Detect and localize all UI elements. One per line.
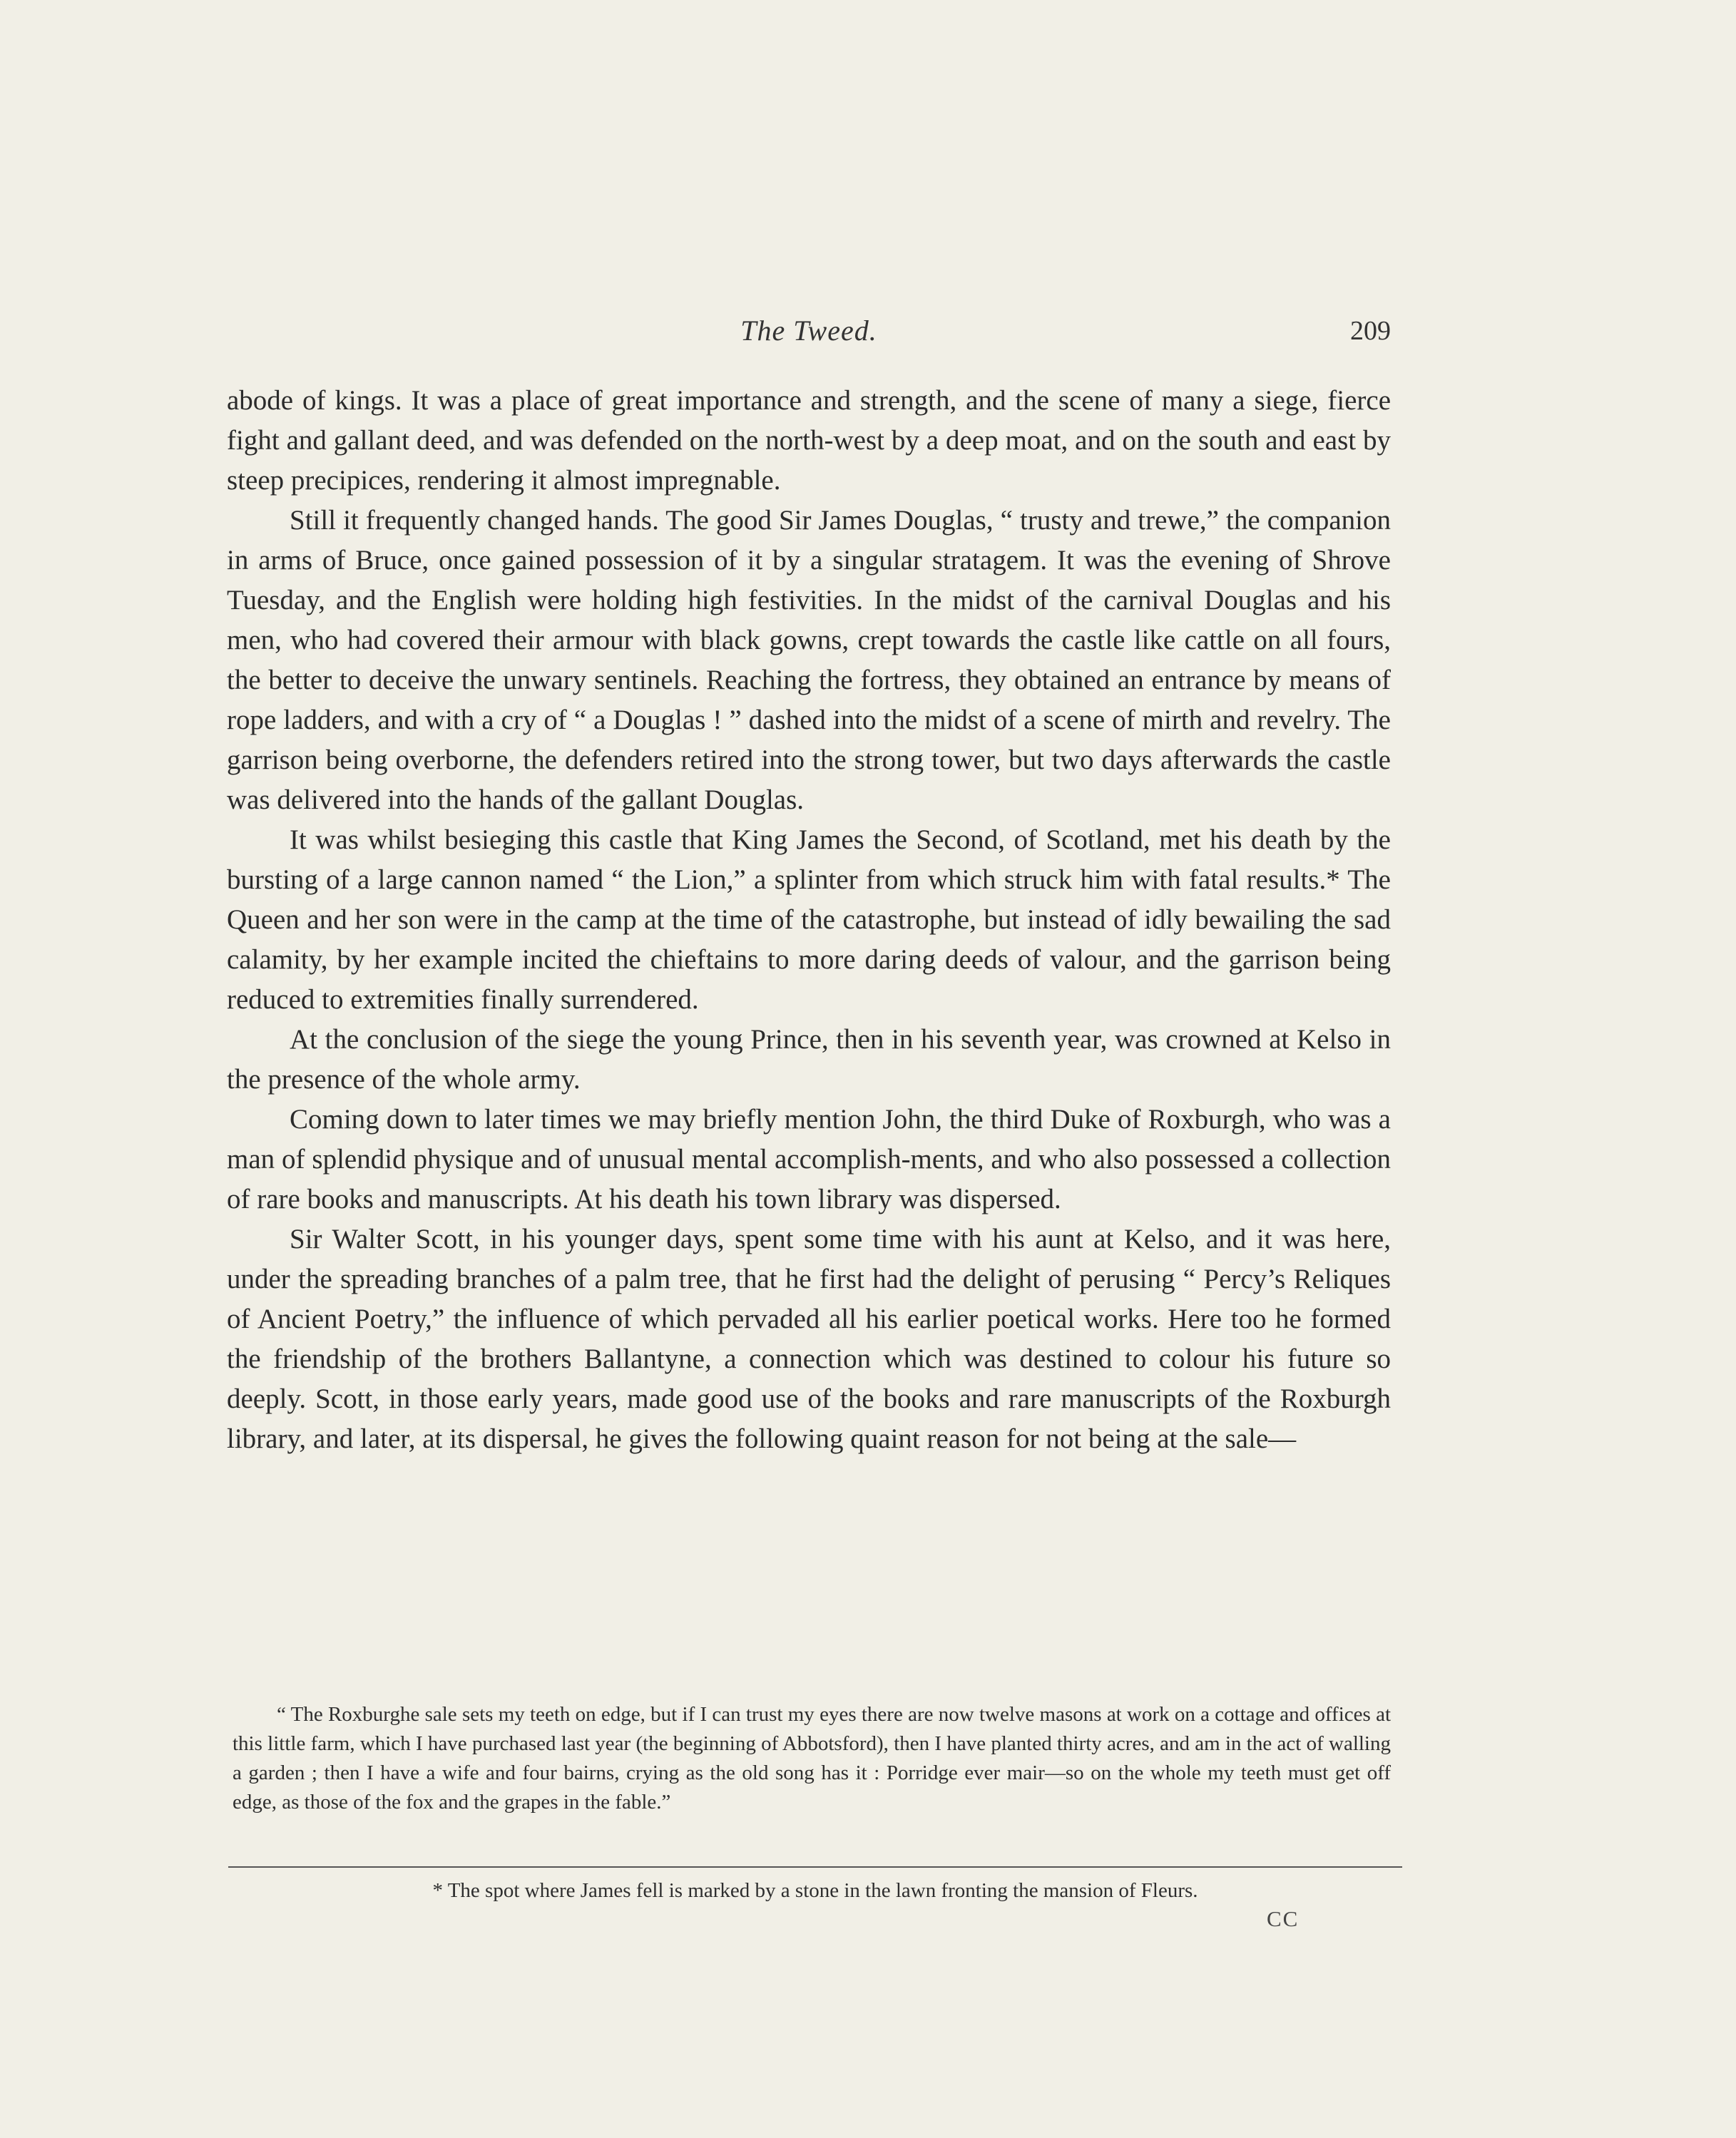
footnote: * The spot where James fell is marked by a stone in the lawn fronting the mansion of Fleurs. [432, 1879, 1198, 1902]
body-text [227, 381, 1391, 1459]
block-quote [233, 1700, 1391, 1817]
paragraph-continued: abode of kings. It was a place of great importance and strength, and the scene of many a siege, fierce fight and gallant deed, and was defended on the north-west by a deep moat, and on the south and east by steep precipices, rendering it almost impregnable. [227, 385, 1391, 496]
quote-text: “ The Roxburghe sale sets my teeth on edge, but if I can trust my eyes there are now twelve masons at work on a cottage and offices at this little farm, which I have purchased last year (the beginning of Abbotsford), then I have planted thirty acres, and am in the act of walling a garden ; then I have a wife and four bairns, crying as the old song has it : Porridge ever mair—so on the whole my teeth must get off edge, as those of the fox and the grapes in the fable.” [233, 1703, 1391, 1814]
footnote-rule [228, 1866, 1402, 1868]
paragraph-douglas-stratagem: Still it frequently changed hands. The good Sir James Douglas, “ trusty and trewe,” the companion in arms of Bruce, once gained possession of it by a singular stratagem. It was the evening of Shrove Tuesday, and the English were holding high festivities. In the midst of the carnival Douglas and his men, who had covered their armour with black gowns, crept towards the castle like cattle on all fours, the better to deceive the unwary sentinels. Reaching the fortress, they obtained an entrance by means of rope ladders, and with a cry of “ a Douglas ! ” dashed into the midst of a scene of mirth and revelry. The garrison being overborne, the defenders retired into the strong tower, but two days afterwards the castle was delivered into the hands of the gallant Douglas. [227, 505, 1391, 815]
paragraph-coronation: At the conclusion of the siege the young Prince, then in his seventh year, was crowned at Kelso in the presence of the whole army. [227, 1024, 1391, 1095]
paragraph-james-second: It was whilst besieging this castle that King James the Second, of Scotland, met his death by the bursting of a large cannon named “ the Lion,” a splinter from which struck him with fatal results.* The Queen and her son were in the camp at the time of the catastrophe, but instead of idly bewailing the sad calamity, by her example incited the chieftains to more daring deeds of valour, and the garrison being reduced to extremities finally surrendered. [227, 824, 1391, 1015]
paragraph-walter-scott: Sir Walter Scott, in his younger days, spent some time with his aunt at Kelso, and it was here, under the spreading branches of a palm tree, that he first had the delight of perusing “ Percy’s Reliques of Ancient Poetry,” the influence of which pervaded all his earlier poetical works. Here too he formed the friendship of the brothers Ballantyne, a connection which was destined to colour his future so deeply. Scott, in those early years, made good use of the books and rare manuscripts of the Roxburgh library, and later, at its dispersal, he gives the following quaint reason for not being at the sale— [227, 1224, 1391, 1454]
running-head [227, 314, 1391, 357]
running-title: The Tweed. [740, 314, 877, 347]
page-number: 209 [1350, 316, 1391, 346]
paragraph-duke-roxburgh: Coming down to later times we may briefly mention John, the third Duke of Roxburgh, who was a man of splendid physique and of unusual mental accomplish-ments, and who also possessed a collection of rare books and manuscripts. At his death his town library was dispersed. [227, 1104, 1391, 1214]
signature-mark: CC [1267, 1906, 1300, 1931]
